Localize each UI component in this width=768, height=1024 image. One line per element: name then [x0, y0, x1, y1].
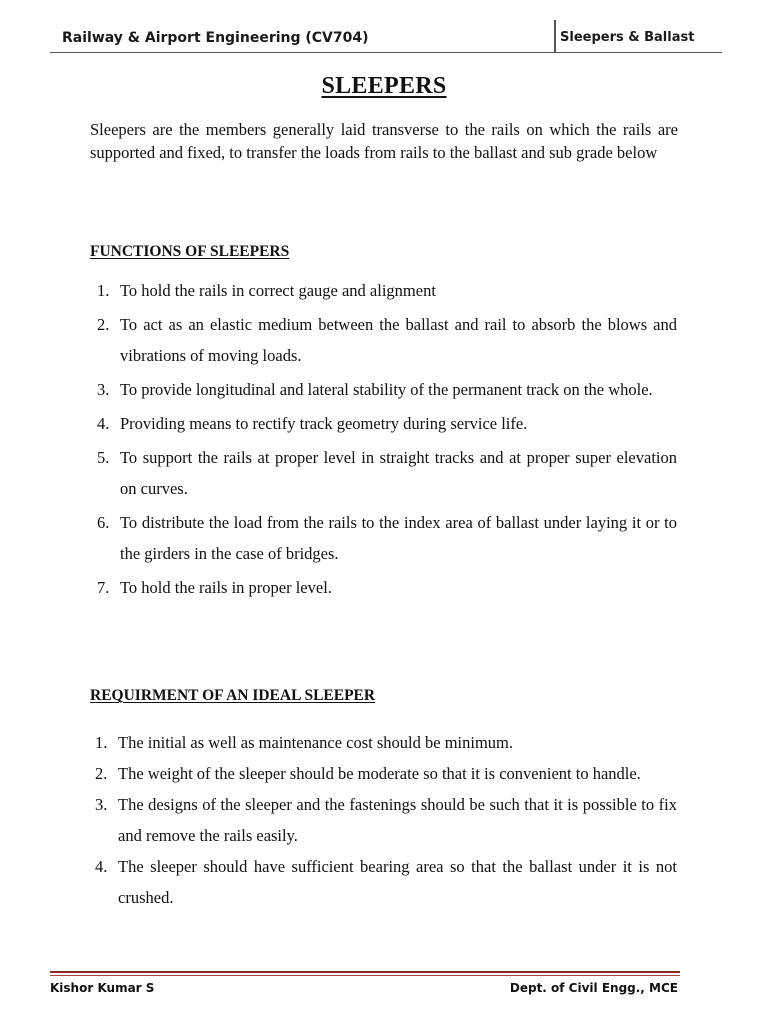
list-item	[97, 309, 677, 371]
header-chapter-title: Sleepers & Ballast	[560, 30, 695, 45]
item-number: 6.	[97, 513, 110, 532]
item-number: 1.	[95, 733, 108, 752]
item-text: To hold the rails in correct gauge and alignment	[120, 281, 436, 300]
item-text: Providing means to rectify track geometry during service life.	[120, 414, 528, 433]
header-course-title: Railway & Airport Engineering (CV704)	[62, 30, 369, 46]
requirements-heading: REQUIRMENT OF AN IDEAL SLEEPER	[90, 687, 376, 704]
footer-rule-secondary	[50, 975, 680, 976]
item-number: 1.	[97, 281, 110, 300]
item-number: 3.	[95, 795, 108, 814]
list-item	[97, 507, 677, 569]
list-item	[95, 727, 677, 758]
header-rule	[50, 52, 722, 53]
item-number: 5.	[97, 448, 110, 467]
list-item	[97, 408, 677, 439]
page-header	[50, 20, 722, 54]
page-title: SLEEPERS	[321, 73, 447, 99]
footer-author: Kishor Kumar S	[50, 981, 155, 995]
item-text: The weight of the sleeper should be moderate so that it is convenient to handle.	[118, 764, 641, 783]
item-text: To act as an elastic medium between the ballast and rail to absorb the blows and vibrations of moving loads.	[120, 315, 677, 365]
item-text: The initial as well as maintenance cost should be minimum.	[118, 733, 513, 752]
item-text: To support the rails at proper level in straight tracks and at proper super elevation on curves.	[120, 448, 677, 498]
item-number: 3.	[97, 380, 110, 399]
item-number: 4.	[95, 857, 108, 876]
list-item	[95, 758, 677, 789]
list-item	[97, 275, 677, 306]
requirements-list	[95, 727, 677, 913]
footer-department: Dept. of Civil Engg., MCE	[509, 981, 678, 995]
functions-heading: FUNCTIONS OF SLEEPERS	[90, 243, 290, 260]
list-item	[95, 851, 677, 913]
item-text: The designs of the sleeper and the fastenings should be such that it is possible to fix and remove the rails easily.	[118, 795, 677, 845]
item-text: To hold the rails in proper level.	[120, 578, 332, 597]
item-number: 4.	[97, 414, 110, 433]
list-item	[97, 374, 677, 405]
item-text: To distribute the load from the rails to the index area of ballast under laying it or to the girders in the case of bridges.	[120, 513, 677, 563]
intro-paragraph: Sleepers are the members generally laid transverse to the rails on which the rails are supported and fixed, to transfer the loads from rails to the ballast and sub grade below	[90, 120, 678, 162]
list-item	[97, 442, 677, 504]
item-text: The sleeper should have sufficient bearing area so that the ballast under it is not crushed.	[118, 857, 677, 907]
footer-rule	[50, 971, 680, 973]
functions-list	[97, 275, 677, 606]
list-item	[97, 572, 677, 603]
item-number: 2.	[95, 764, 108, 783]
item-number: 7.	[97, 578, 110, 597]
header-divider	[554, 20, 556, 52]
list-item	[95, 789, 677, 851]
item-text: To provide longitudinal and lateral stability of the permanent track on the whole.	[120, 380, 653, 399]
item-number: 2.	[97, 315, 110, 334]
